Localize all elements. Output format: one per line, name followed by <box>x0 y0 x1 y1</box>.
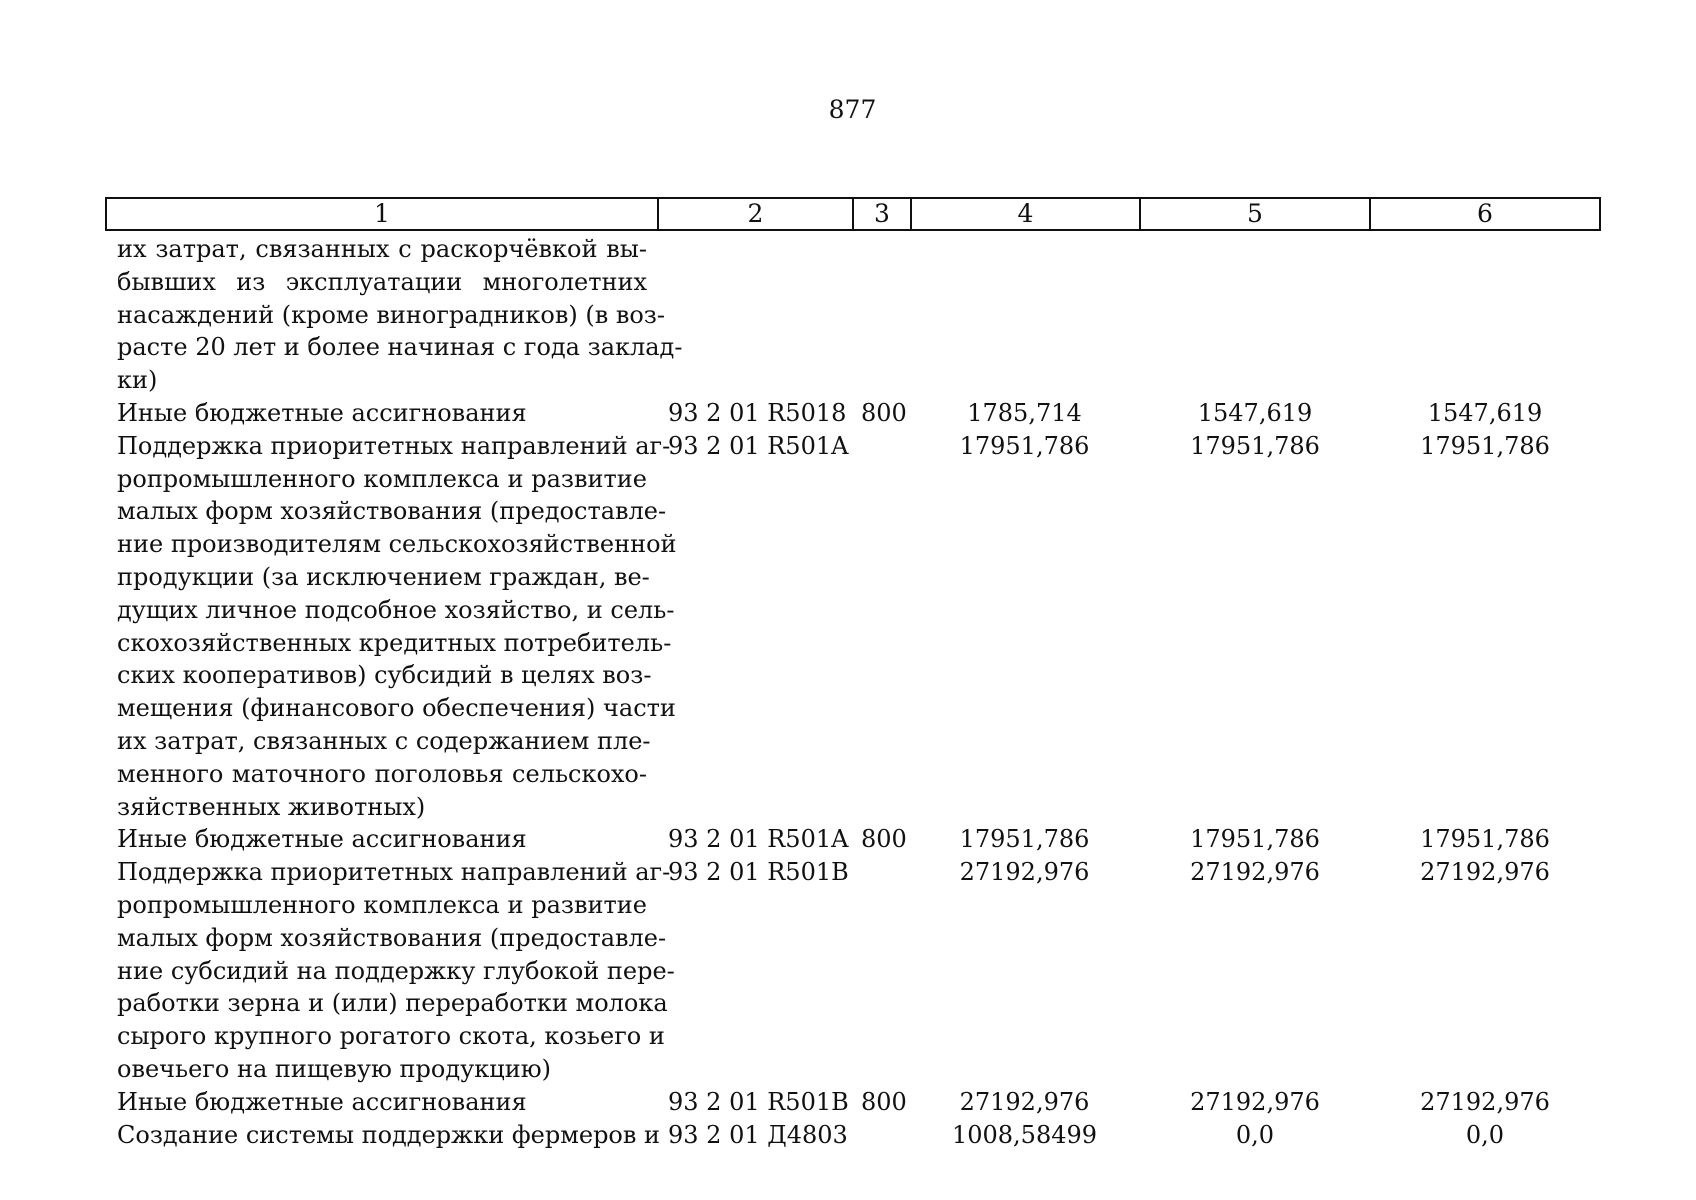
row-description <box>117 823 647 856</box>
page-number: 877 <box>828 95 877 124</box>
description-line: Поддержка приоритетных направлений аг- <box>117 858 671 887</box>
description-line: ки) <box>117 366 158 395</box>
row-code: 93 2 01 R501B <box>668 858 849 887</box>
description-line: ние субсидий на поддержку глубокой пере- <box>117 956 675 985</box>
row-value-col6: 1547,619 <box>1427 399 1543 427</box>
description-line: овечьего на пищевую продукцию) <box>117 1054 551 1083</box>
row-value-col6: 17951,786 <box>1420 825 1550 854</box>
row-code: 93 2 01 R501A <box>668 431 849 460</box>
table-row <box>0 233 1696 397</box>
row-code: 93 2 01 R501B <box>668 1087 849 1116</box>
description-line: малых форм хозяйствования (предоставле- <box>117 497 667 526</box>
row-description <box>117 233 683 397</box>
header-col-5: 5 <box>1141 199 1371 229</box>
description-line: Создание системы поддержки фермеров и <box>117 1120 661 1149</box>
row-value-col6: 27192,976 <box>1420 858 1550 887</box>
description-line: ропромышленного комплекса и развитие <box>117 890 647 919</box>
row-description <box>117 1119 661 1152</box>
table-row <box>0 397 1696 430</box>
row-expense-type: 800 <box>861 1087 907 1116</box>
table-row <box>0 1086 1696 1119</box>
description-line: бывших из эксплуатации многолетних <box>117 267 647 296</box>
table-header <box>105 197 1601 231</box>
row-value-col4: 1008,58499 <box>951 1120 1098 1149</box>
header-col-2: 2 <box>659 199 854 229</box>
row-expense-type: 800 <box>861 825 907 854</box>
row-value-col4: 17951,786 <box>959 431 1090 460</box>
description-line: Иные бюджетные ассигнования <box>117 399 527 427</box>
table-row <box>0 856 1696 1086</box>
description-line: ских кооперативов) субсидий в целях воз- <box>117 661 652 690</box>
header-col-3: 3 <box>854 199 912 229</box>
description-line: расте 20 лет и более начиная с года заклад- <box>117 333 683 362</box>
description-line: работки зерна и (или) переработки молока <box>117 989 668 1018</box>
row-value-col5: 1547,619 <box>1197 399 1313 427</box>
row-value-col5: 17951,786 <box>1190 825 1320 854</box>
row-value-col6: 17951,786 <box>1420 431 1550 460</box>
row-description <box>117 397 647 430</box>
description-line: менного маточного поголовья сельскохо- <box>117 759 647 788</box>
description-line: продукции (за исключением граждан, ве- <box>117 562 650 591</box>
description-line: насаждений (кроме виноградников) (в воз- <box>117 300 665 329</box>
row-code: 93 2 01 R5018 <box>668 399 847 427</box>
row-expense-type: 800 <box>861 399 907 427</box>
row-description <box>117 430 677 824</box>
description-line: скохозяйственных кредитных потребитель- <box>117 628 672 657</box>
description-line: ропромышленного комплекса и развитие <box>117 464 647 493</box>
row-description <box>117 856 675 1086</box>
table-body <box>0 233 1696 1151</box>
row-value-col6: 27192,976 <box>1420 1087 1550 1116</box>
table-row <box>0 1119 1696 1152</box>
description-line: Иные бюджетные ассигнования <box>117 1087 527 1116</box>
row-value-col4: 17951,786 <box>959 825 1090 854</box>
description-line: сырого крупного рогатого скота, козьего и <box>117 1022 665 1051</box>
row-value-col4: 1785,714 <box>967 399 1082 427</box>
row-value-col5: 27192,976 <box>1190 1087 1320 1116</box>
header-col-6: 6 <box>1477 199 1493 228</box>
row-value-col6: 0,0 <box>1465 1120 1505 1149</box>
description-line: мещения (финансового обеспечения) части <box>117 694 676 723</box>
description-line: Иные бюджетные ассигнования <box>117 825 527 854</box>
row-value-col4: 27192,976 <box>959 858 1090 887</box>
description-line: дущих личное подсобное хозяйство, и сель- <box>117 595 675 624</box>
row-code: 93 2 01 R501A <box>668 825 849 854</box>
row-code: 93 2 01 Д4803 <box>668 1120 848 1149</box>
table-row <box>0 430 1696 824</box>
row-value-col5: 0,0 <box>1235 1120 1275 1149</box>
description-line: ние производителям сельскохозяйственной <box>117 530 677 559</box>
description-line: их затрат, связанных с содержанием пле- <box>117 726 651 755</box>
description-line: малых форм хозяйствования (предоставле- <box>117 923 667 952</box>
row-value-col5: 17951,786 <box>1190 431 1320 460</box>
header-col-1: 1 <box>107 199 659 229</box>
header-col-4: 4 <box>912 199 1141 229</box>
table-row <box>0 823 1696 856</box>
row-value-col5: 27192,976 <box>1190 858 1320 887</box>
row-value-col4: 27192,976 <box>959 1087 1090 1116</box>
description-line: их затрат, связанных с раскорчёвкой вы- <box>117 235 647 263</box>
row-description <box>117 1086 647 1119</box>
description-line: зяйственных животных) <box>117 792 426 821</box>
description-line: Поддержка приоритетных направлений аг- <box>117 431 671 460</box>
